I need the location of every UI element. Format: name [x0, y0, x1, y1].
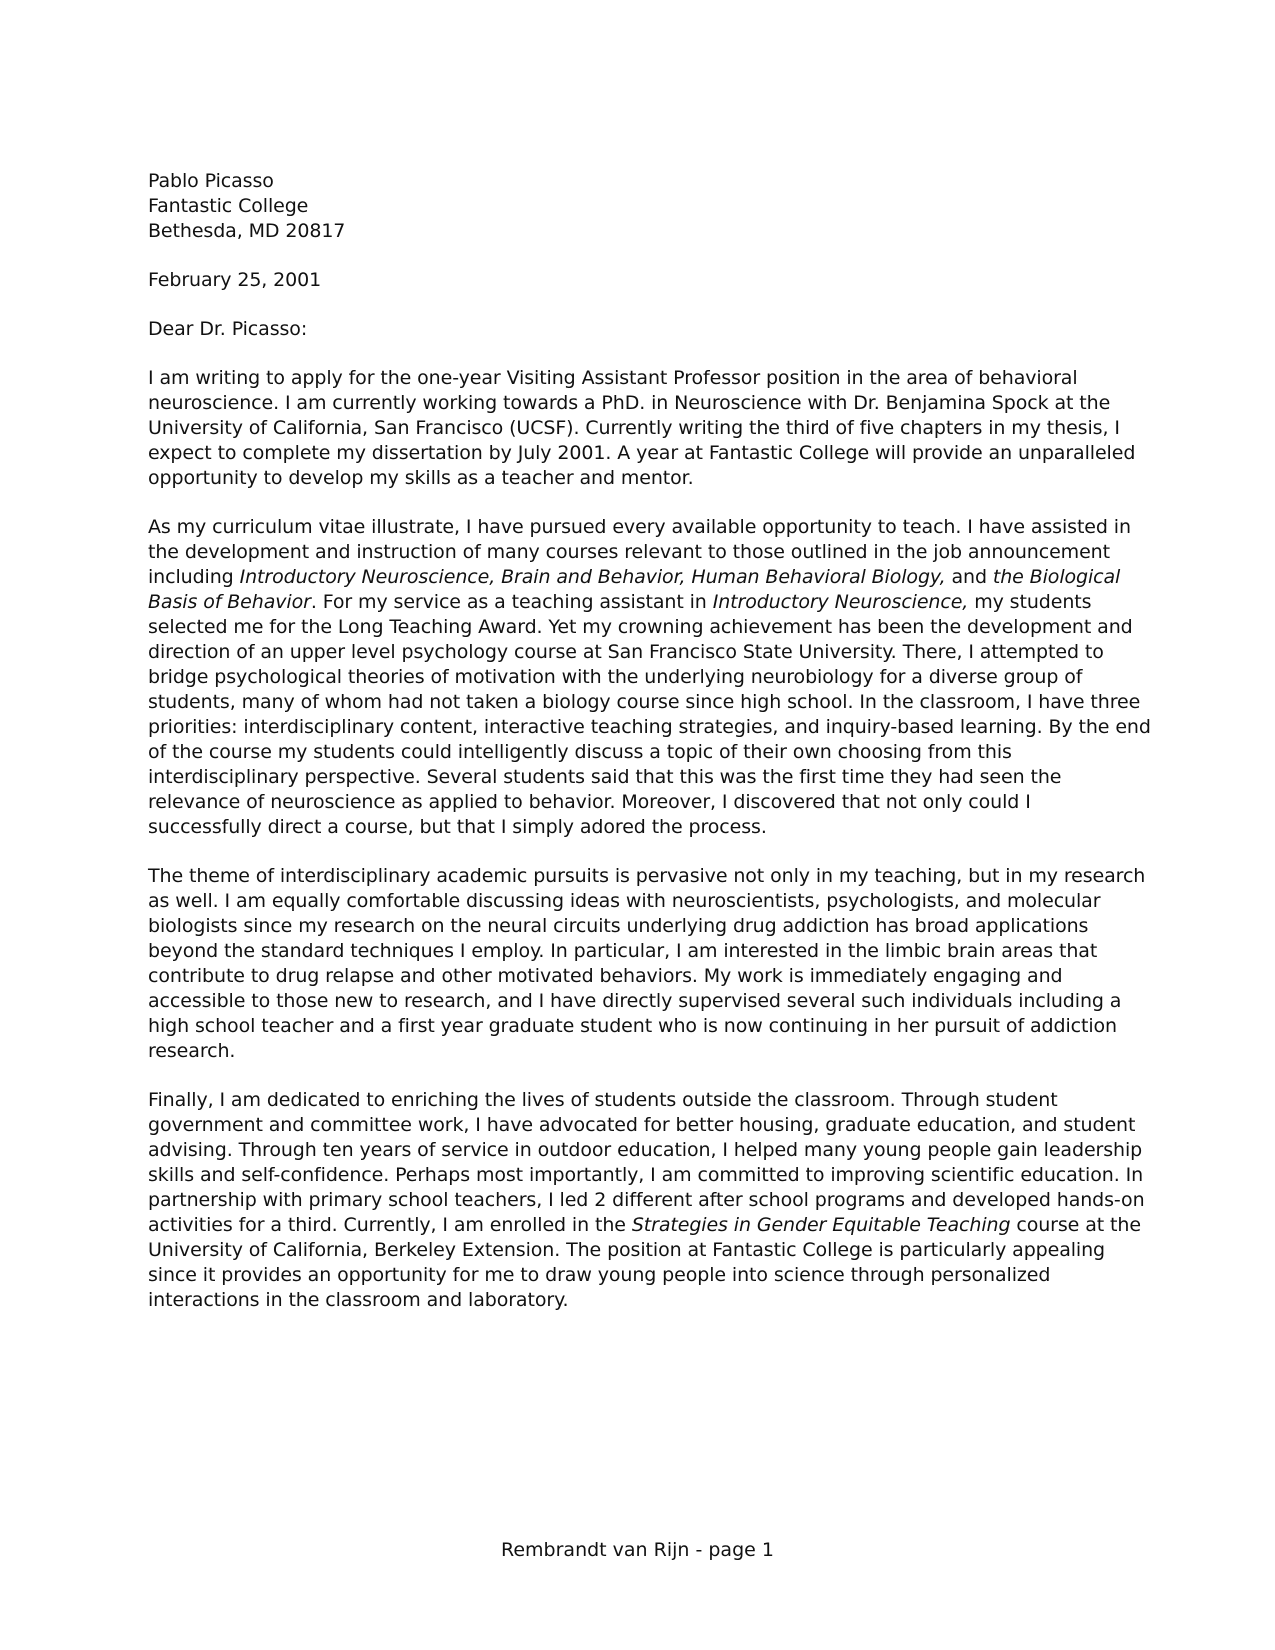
paragraph-line: neuroscience. I am currently working towards a PhD. in Neuroscience with Dr. Benjamina Spock at the: [148, 392, 1111, 414]
paragraph-line: I am writing to apply for the one-year Visiting Assistant Professor position in the area of behavioral: [148, 367, 1078, 389]
letter-date: February 25, 2001: [148, 269, 322, 291]
course-title: Strategies in Gender Equitable Teaching: [631, 1214, 1011, 1236]
paragraph-line: high school teacher and a first year graduate student who is now continuing in her pursuit of addiction: [148, 1015, 1117, 1037]
course-title: the Biological: [992, 566, 1121, 588]
paragraph-line: students, many of whom had not taken a biology course since high school. In the classroom, I have three: [148, 691, 1141, 713]
paragraph-line: as well. I am equally comfortable discussing ideas with neuroscientists, psychologists, and molecular: [148, 890, 1101, 912]
paragraph-line: [148, 590, 1148, 615]
paragraph-line: since it provides an opportunity for me to draw young people into science through personalized: [148, 1264, 1051, 1286]
paragraph-line: the development and instruction of many courses relevant to those outlined in the job announcement: [148, 541, 1110, 563]
sender-address-block: [148, 169, 1148, 244]
paragraph-line: bridge psychological theories of motivation with the underlying neurobiology for a diverse group of: [148, 666, 1083, 688]
paragraph-line: skills and self-confidence. Perhaps most importantly, I am committed to improving scientific education. In: [148, 1164, 1144, 1186]
paragraph-line: relevance of neuroscience as applied to behavior. Moreover, I discovered that not only could I: [148, 791, 1031, 813]
paragraph-text: . For my service as a teaching assistant in: [310, 591, 713, 613]
paragraph-2: [148, 515, 1151, 840]
paragraph-line: of the course my students could intelligently discuss a topic of their own choosing from this: [148, 741, 1012, 763]
paragraph-line: partnership with primary school teachers, I led 2 different after school programs and developed hands-on: [148, 1189, 1145, 1211]
paragraph-line: research.: [148, 1040, 236, 1062]
paragraph-line: expect to complete my dissertation by July 2001. A year at Fantastic College will provide an unparalleled: [148, 442, 1136, 464]
letter-body: [148, 169, 1151, 1313]
paragraph-line: selected me for the Long Teaching Award. Yet my crowning achievement has been the development and: [148, 616, 1133, 638]
sender-institution: Fantastic College: [148, 195, 309, 217]
paragraph-text: my students: [968, 591, 1092, 613]
paragraph-line: biologists since my research on the neural circuits underlying drug addiction has broad applications: [148, 915, 1089, 937]
sender-address: Bethesda, MD 20817: [148, 220, 346, 242]
paragraph-line: University of California, San Francisco (UCSF). Currently writing the third of five chapters in my thesis, I: [148, 417, 1120, 439]
paragraph-line: The theme of interdisciplinary academic pursuits is pervasive not only in my teaching, but in my research: [148, 865, 1146, 887]
paragraph-line: direction of an upper level psychology course at San Francisco State University. There, I attempted to: [148, 641, 1104, 663]
paragraph-line: advising. Through ten years of service in outdoor education, I helped many young people gain leadership: [148, 1139, 1143, 1161]
paragraph-line: contribute to drug relapse and other motivated behaviors. My work is immediately engaging and: [148, 965, 1063, 987]
paragraph-line: As my curriculum vitae illustrate, I have pursued every available opportunity to teach. I have assisted in: [148, 516, 1131, 538]
course-title: Introductory Neuroscience,: [712, 591, 969, 613]
paragraph-text: and: [945, 566, 993, 588]
paragraph-text: including: [148, 566, 240, 588]
paragraph-line: interdisciplinary perspective. Several students said that this was the first time they had seen the: [148, 766, 1062, 788]
paragraph-1: [148, 366, 1148, 491]
paragraph-line: [148, 565, 1148, 590]
course-titles: Introductory Neuroscience, Brain and Behavior, Human Behavioral Biology,: [239, 566, 946, 588]
paragraph-line: University of California, Berkeley Extension. The position at Fantastic College is particularly appealing: [148, 1239, 1106, 1261]
paragraph-line: priorities: interdisciplinary content, interactive teaching strategies, and inquiry-based learning. By the end: [148, 716, 1151, 738]
salutation: Dear Dr. Picasso:: [148, 318, 308, 340]
page-footer: Rembrandt van Rijn - page 1: [501, 1539, 774, 1561]
paragraph-text: course at the: [1010, 1214, 1141, 1236]
paragraph-line: accessible to those new to research, and I have directly supervised several such individuals including a: [148, 990, 1122, 1012]
course-title: Basis of Behavior: [148, 591, 311, 613]
paragraph-text: activities for a third. Currently, I am enrolled in the: [148, 1214, 632, 1236]
paragraph-line: interactions in the classroom and laboratory.: [148, 1289, 569, 1311]
paragraph-line: Finally, I am dedicated to enriching the lives of students outside the classroom. Through student: [148, 1089, 1058, 1111]
sender-name: Pablo Picasso: [148, 170, 274, 192]
paragraph-line: opportunity to develop my skills as a teacher and mentor.: [148, 467, 694, 489]
paragraph-line: government and committee work, I have advocated for better housing, graduate education, and student: [148, 1114, 1136, 1136]
paragraph-line: [148, 1213, 1148, 1238]
paragraph-4: [148, 1088, 1148, 1313]
paragraph-line: successfully direct a course, but that I simply adored the process.: [148, 816, 767, 838]
paragraph-line: beyond the standard techniques I employ. In particular, I am interested in the limbic brain areas that: [148, 940, 1098, 962]
paragraph-3: [148, 864, 1148, 1064]
